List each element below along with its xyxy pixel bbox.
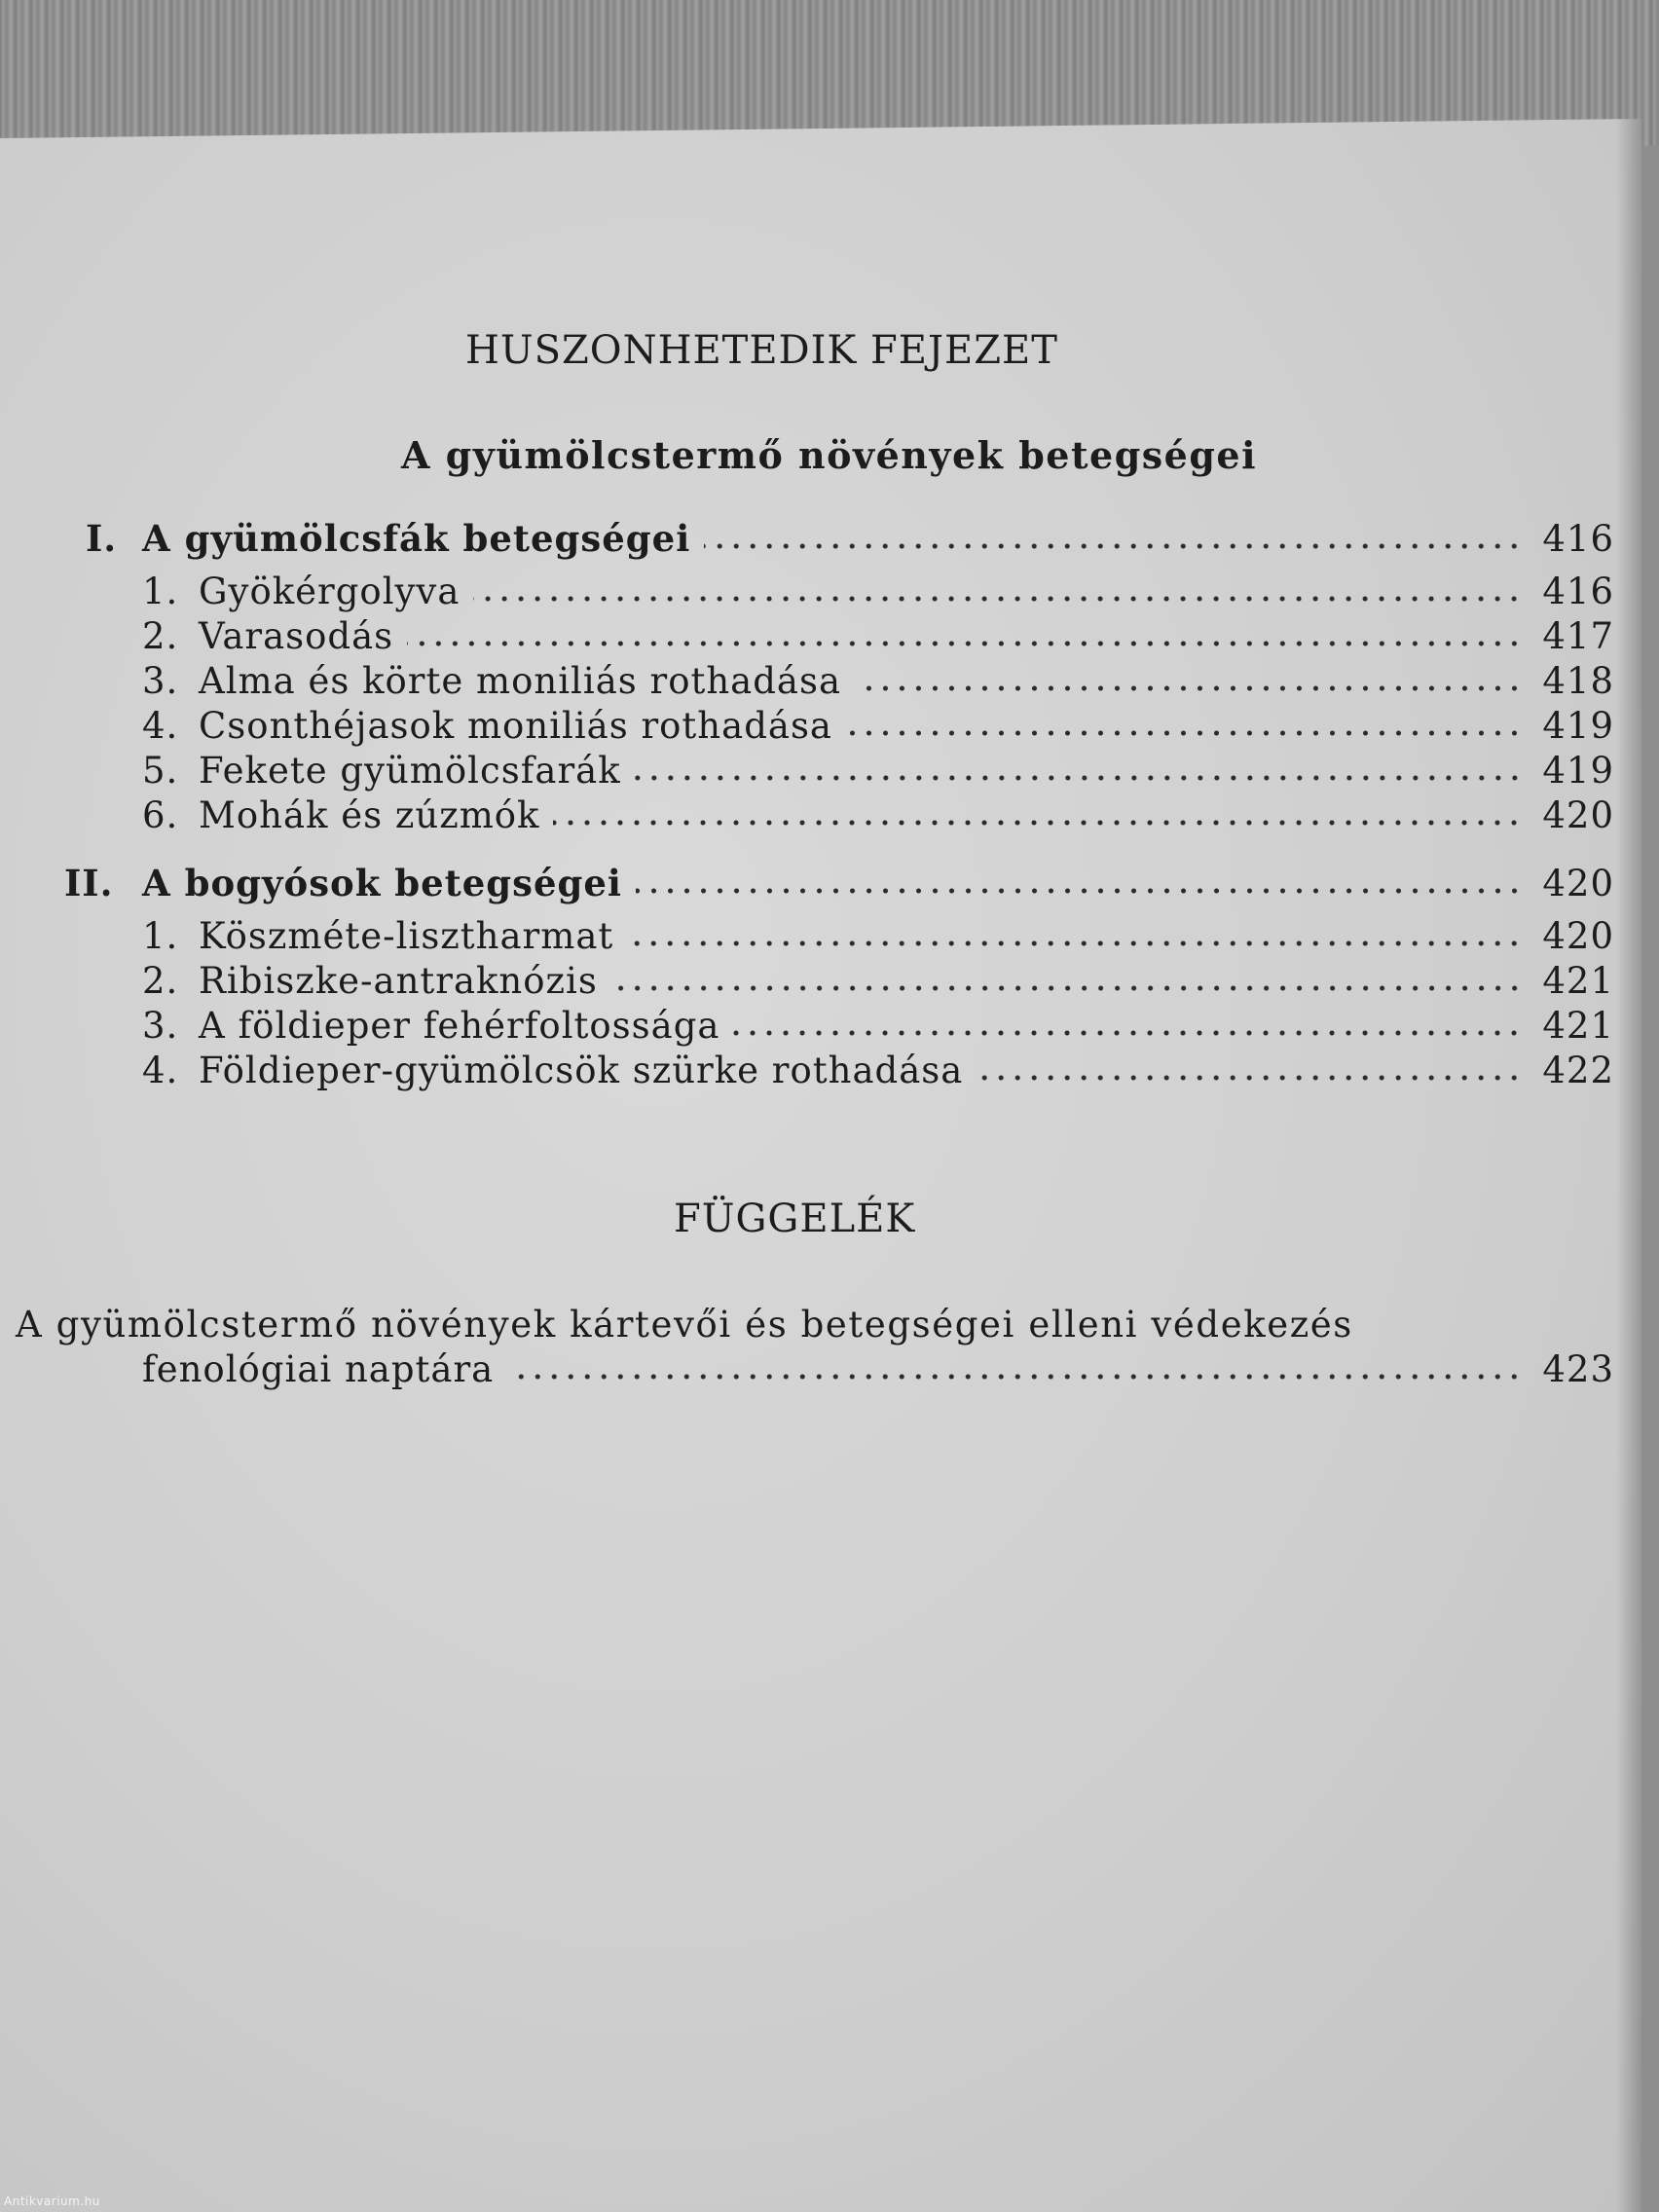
appendix-entry-line-2: [142, 1347, 1614, 1392]
toc-item: [142, 914, 1614, 959]
item-number: 1.: [142, 571, 179, 612]
section-title: A gyümölcsfák betegségei: [142, 517, 691, 560]
page-number: 420: [1542, 915, 1614, 957]
page-number: 418: [1542, 660, 1614, 702]
appendix-entry-title-continued: fenológiai naptára: [142, 1348, 495, 1390]
page-number: 420: [1542, 863, 1614, 904]
leader-dots: [553, 818, 1523, 828]
leader-dots: [846, 728, 1523, 738]
toc-section-2: [64, 861, 1614, 906]
item-number: 2.: [142, 960, 179, 1002]
leader-dots: [507, 1372, 1523, 1382]
item-title: Fekete gyümölcsfarák: [199, 750, 621, 792]
item-title: Földieper-gyümölcsök szürke rothadása: [199, 1050, 964, 1091]
item-number: 4.: [142, 705, 179, 747]
item-title: Köszméte-lisztharmat: [199, 915, 614, 957]
leader-dots: [635, 773, 1523, 783]
leader-dots: [627, 939, 1523, 948]
appendix-entry-title: A gyümölcstermő növények kártevői és betegségei elleni védekezés: [16, 1304, 1353, 1346]
item-title: Varasodás: [199, 615, 394, 657]
leader-dots: [855, 683, 1523, 693]
toc-item: [142, 659, 1614, 704]
item-title: Alma és körte moniliás rothadása: [199, 660, 842, 702]
item-number: 3.: [142, 660, 179, 702]
item-number: 4.: [142, 1050, 179, 1091]
chapter-heading: HUSZONHETEDIK FEJEZET: [465, 328, 1058, 373]
leader-dots: [473, 594, 1523, 604]
item-title: Gyökérgolyva: [199, 571, 461, 612]
item-title: Csonthéjasok moniliás rothadása: [199, 705, 832, 747]
chapter-title: A gyümölcstermő növények betegségei: [401, 433, 1258, 477]
page-number: 419: [1542, 705, 1614, 747]
page-number: 421: [1542, 1005, 1614, 1047]
leader-dots: [704, 541, 1523, 551]
item-title: A földieper fehérfoltossága: [199, 1005, 720, 1047]
leader-dots: [636, 886, 1523, 896]
toc-item: [142, 959, 1614, 1004]
page-number: 416: [1542, 518, 1614, 560]
appendix-heading: FÜGGELÉK: [674, 1197, 916, 1241]
page-number: 420: [1542, 794, 1614, 836]
item-number: 2.: [142, 615, 179, 657]
item-number: 3.: [142, 1005, 179, 1047]
page-number: 416: [1542, 571, 1614, 612]
toc-item: [142, 749, 1614, 793]
toc-section-1: [86, 516, 1614, 562]
item-number: 5.: [142, 750, 179, 792]
toc-item: [142, 1049, 1614, 1093]
toc-item: [142, 614, 1614, 659]
toc-item: [142, 704, 1614, 749]
section-number: II.: [64, 862, 114, 904]
leader-dots: [611, 983, 1523, 993]
item-title: Ribiszke-antraknózis: [199, 960, 598, 1002]
section-title: A bogyósok betegségei: [142, 862, 622, 904]
section-number: I.: [86, 517, 118, 560]
toc-item: [142, 1004, 1614, 1049]
leader-dots: [407, 639, 1523, 648]
appendix-entry-line-1: [16, 1303, 1622, 1347]
page-number: 423: [1542, 1348, 1614, 1390]
toc-item: [142, 570, 1614, 614]
leader-dots: [977, 1073, 1523, 1083]
page-number: 421: [1542, 960, 1614, 1002]
page-edge-shadow: [1616, 119, 1641, 2212]
page-number: 417: [1542, 615, 1614, 657]
item-number: 6.: [142, 794, 179, 836]
item-number: 1.: [142, 915, 179, 957]
watermark: Antikvarium.hu: [4, 2194, 100, 2208]
toc-item: [142, 793, 1614, 838]
page-number: 422: [1542, 1050, 1614, 1091]
leader-dots: [733, 1028, 1523, 1038]
page-number: 419: [1542, 750, 1614, 792]
item-title: Mohák és zúzmók: [199, 794, 540, 836]
